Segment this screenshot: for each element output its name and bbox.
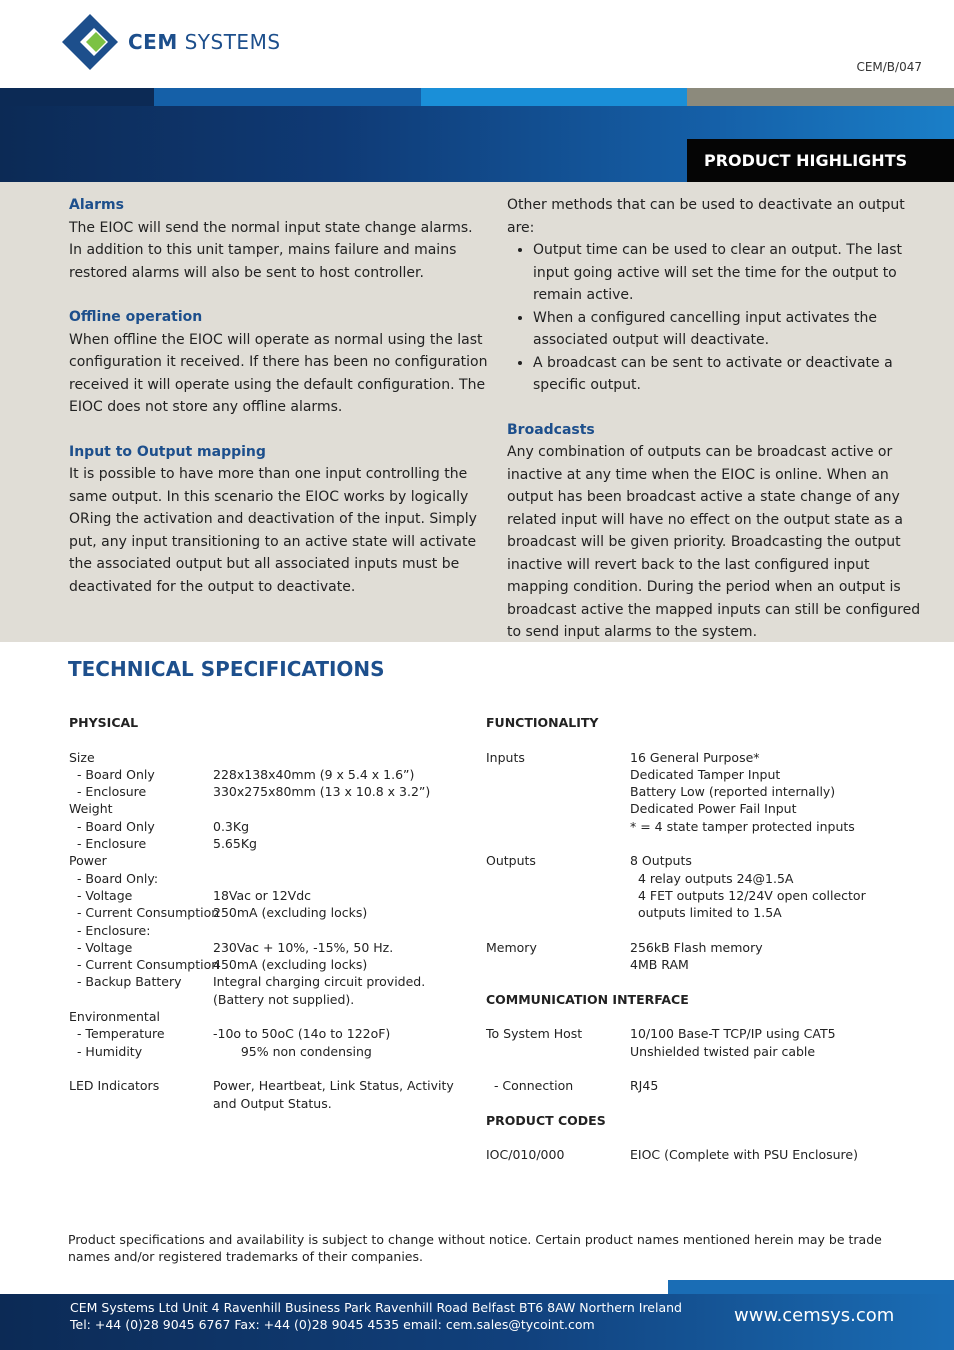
spec-key: - Enclosure [69,836,147,852]
spec-key [486,835,630,852]
section-text: When offline the EIOC will operate as normal using the last configuration it received. If there has been no configuration received it will operate using the default configuration. The EIOC does not store any offline alarms. [69,331,488,415]
spec-value: 256kB Flash memory [630,939,763,955]
spec-row [486,1060,906,1077]
spec-value: 10/100 Base-T TCP/IP using CAT5 [630,1026,836,1042]
document-reference: CEM/B/047 [856,60,922,74]
spec-key: - Enclosure: [69,922,151,938]
spec-key [486,766,630,783]
spec-key [486,956,630,973]
spec-row [69,939,469,956]
functionality-specs [486,714,906,1164]
spec-row [69,1095,469,1112]
spec-value: 250mA (excluding locks) [213,905,368,921]
spec-row [69,1060,469,1077]
stripe-dark [0,88,154,106]
spec-key: IOC/010/000 [486,1147,565,1163]
spec-key [486,800,630,817]
spec-row [69,1008,469,1025]
section-text: The EIOC will send the normal input state change alarms. In addition to this unit tamper, mains failure and mains restored alarms will also be sent to host controller. [69,219,473,281]
website-link[interactable]: www.cemsys.com [734,1305,895,1326]
spec-value: 0.3Kg [213,818,250,834]
spec-value: 228x138x40mm (9 x 5.4 x 1.6”) [213,766,415,782]
spec-row [486,887,906,904]
spec-key [486,870,630,887]
spec-value: 8 Outputs [630,853,692,869]
section-heading: Broadcasts [507,421,595,438]
spec-value: Battery Low (reported internally) [630,784,836,800]
spec-key: - Board Only [69,766,155,782]
spec-value: 330x275x80mm (13 x 10.8 x 3.2”) [213,784,431,800]
spec-row [69,783,469,800]
spec-key: - Board Only [69,818,155,834]
spec-key: - Current Consumption [69,957,220,973]
spec-key [69,1060,213,1077]
spec-row [486,749,906,766]
list-item: • A broadcast can be sent to activate or deactivate a specific output. [533,352,931,397]
spec-key: - Current Consumption [69,905,220,921]
physical-specs [69,714,469,1112]
spec-value: Integral charging circuit provided. [213,974,426,990]
spec-value: -10o to 50oC (14o to 122oF) [213,1026,391,1042]
spec-row [486,1008,906,1025]
spec-key: Size [69,749,95,765]
spec-row [69,766,469,783]
spec-value: * = 4 state tamper protected inputs [630,818,855,834]
brand-name: CEM SYSTEMS [128,30,281,54]
communication-heading: COMMUNICATION INTERFACE [486,991,689,1007]
spec-value: 4MB RAM [630,957,689,973]
spec-value: 5.65Kg [213,836,257,852]
spec-row [69,870,469,887]
section-heading: Input to Output mapping [69,443,266,460]
stripe-light-blue [421,88,687,106]
spec-row [69,904,469,921]
spec-key: Weight [69,801,113,817]
spec-key: Power [69,853,107,869]
spec-key [486,887,630,904]
spec-row [69,922,469,939]
spec-value: Unshielded twisted pair cable [630,1043,816,1059]
spec-row [69,1025,469,1042]
spec-row [486,939,906,956]
spec-row [486,818,906,835]
spec-key: - Backup Battery [69,974,182,990]
spec-row [486,922,906,939]
spec-key [486,1060,630,1077]
spec-row [486,1077,906,1094]
spec-key: - Humidity [69,1043,143,1059]
spec-value: 18Vac or 12Vdc [213,887,312,903]
deactivate-methods-list [507,239,931,397]
spec-key [486,1043,630,1060]
physical-rows [69,731,469,1112]
spec-key: Memory [486,939,537,955]
spec-key: Environmental [69,1009,160,1025]
footer-phone-email: Tel: +44 (0)28 9045 6767 Fax: +44 (0)28 9045 4535 email: cem.sales@tycoint.com [70,1316,595,1332]
spec-value: 4 relay outputs 24@1.5A [630,870,794,886]
spec-row [69,852,469,869]
spec-key [486,1129,630,1146]
spec-row [486,766,906,783]
section-heading: Offline operation [69,309,203,325]
spec-row [486,956,906,973]
spec-row [69,835,469,852]
spec-key: To System Host [486,1026,583,1042]
spec-row [69,800,469,817]
spec-key: - Voltage [69,887,133,903]
spec-row [69,1043,469,1060]
technical-specifications-title: TECHNICAL SPECIFICATIONS [68,657,385,681]
spec-value: EIOC (Complete with PSU Enclosure) [630,1147,858,1163]
spec-key: Outputs [486,853,536,869]
product-codes-heading: PRODUCT CODES [486,1112,606,1128]
spec-key: - Enclosure [69,784,147,800]
spec-key [486,818,630,835]
list-item: • Output time can be used to clear an output. The last input going active will set the time for the output to remain active. [533,239,931,307]
spec-key [69,1095,213,1112]
spec-key: - Board Only: [69,870,159,886]
disclaimer: Product specifications and availability is subject to change without notice. Certain product names mentioned herein may be trade names and/or registered trademarks of their companies. [68,1232,882,1264]
spec-key [486,731,630,748]
spec-row [69,749,469,766]
spec-value: 4 FET outputs 12/24V open collector [630,887,866,903]
cem-logo-icon [62,14,118,70]
spec-value: Dedicated Power Fail Input [630,801,797,817]
spec-key [69,991,213,1008]
spec-value: outputs limited to 1.5A [630,905,782,921]
spec-key [69,731,213,748]
spec-key [486,904,630,921]
spec-value: Power, Heartbeat, Link Status, Activity [213,1078,454,1094]
spec-key [486,922,630,939]
spec-row [69,818,469,835]
functionality-rows [486,731,906,973]
spec-value: 95% non condensing [213,1043,372,1059]
spec-row [486,1043,906,1060]
highlights-left-column [69,194,489,620]
footer-address: CEM Systems Ltd Unit 4 Ravenhill Business Park Ravenhill Road Belfast BT6 8AW Northern Ireland [70,1300,682,1315]
spec-row [69,956,469,973]
spec-key [486,1008,630,1025]
product-highlights-label: PRODUCT HIGHLIGHTS [704,151,908,170]
spec-row [486,904,906,921]
deactivate-intro: Other methods that can be used to deactivate an output are: [507,197,905,236]
spec-key: - Temperature [69,1026,165,1042]
section-text: Any combination of outputs can be broadcast active or inactive at any time when the EIOC is online. When an output has been broadcast active a state change of any related input will have no effect on the output state as a broadcast will be given priority. Broadcasting the output inactive will revert back to the last configured input mapping condition. During the period when an output is broadcast active the mapped inputs can still be configured to send input alarms to the system. [507,444,921,640]
spec-value: Dedicated Tamper Input [630,766,781,782]
spec-row [486,852,906,869]
spec-row [486,783,906,800]
list-item: • When a configured cancelling input activates the associated output will deactivate. [533,307,931,352]
highlights-right-column [507,194,931,666]
spec-value: 450mA (excluding locks) [213,957,368,973]
spec-row [486,835,906,852]
spec-row [69,991,469,1008]
spec-row [486,1025,906,1042]
spec-key: Inputs [486,749,525,765]
spec-value: 16 General Purpose* [630,749,760,765]
spec-row [486,1129,906,1146]
spec-value: RJ45 [630,1078,659,1094]
spec-row [69,973,469,990]
spec-value: (Battery not supplied). [213,991,355,1007]
spec-row [69,887,469,904]
stripe-tan [687,88,954,106]
spec-key: LED Indicators [69,1078,160,1094]
spec-key: - Voltage [69,939,133,955]
section-heading: Alarms [69,197,124,213]
spec-value: 230Vac + 10%, -15%, 50 Hz. [213,939,394,955]
physical-heading: PHYSICAL [69,715,139,730]
footer-contact [70,1300,682,1333]
spec-row [486,870,906,887]
spec-key [486,783,630,800]
spec-row [486,800,906,817]
spec-row [486,1146,906,1163]
section-text: It is possible to have more than one input controlling the same output. In this scenario the EIOC works by logically ORing the activation and deactivation of the input. Simply put, any input transitioning to an active state will activate the associated output but all associated inputs must be deactivated for the output to deactivate. [69,466,477,595]
stripe-blue [154,88,421,106]
spec-row [69,731,469,748]
spec-row [69,1077,469,1094]
functionality-heading: FUNCTIONALITY [486,715,599,730]
communication-rows [486,1008,906,1094]
spec-key: - Connection [486,1078,574,1094]
spec-row [486,731,906,748]
spec-value: and Output Status. [213,1095,332,1111]
product-codes-rows [486,1129,906,1164]
